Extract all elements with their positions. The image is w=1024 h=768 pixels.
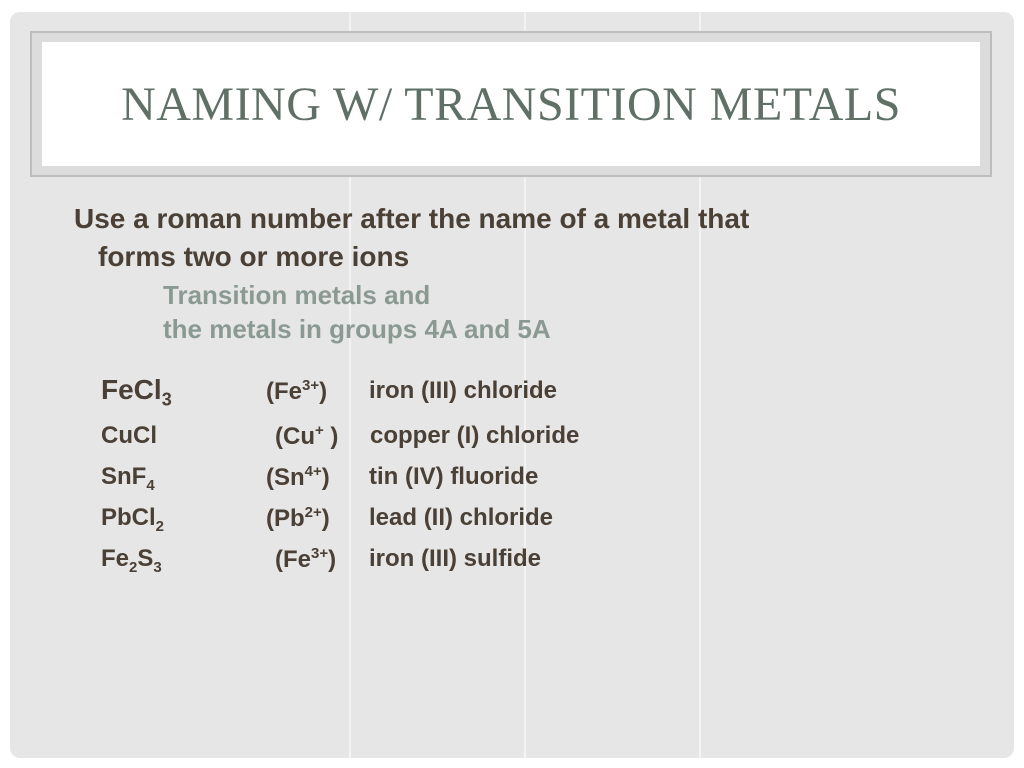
ion-charge: $(Sn^{4+})$: [266, 463, 330, 491]
ion-charge: $(Fe^{3+})$: [275, 545, 337, 573]
title-frame: [30, 31, 992, 177]
compound-name: iron (III) sulfide: [369, 545, 541, 572]
sub-note-line-1: Transition metals and: [163, 280, 431, 310]
compound-formula: SnF$_4$: [101, 463, 155, 494]
compound-name: tin (IV) fluoride: [369, 463, 539, 490]
sub-note: [163, 278, 551, 346]
sub-note-line-2: the metals in groups 4A and 5A: [163, 314, 551, 344]
compound-formula: $Fe_2S_3$: [101, 545, 162, 576]
ion-charge: (Cu+ ): [275, 422, 339, 450]
slide-title: NAMING W/ TRANSITION METALS: [121, 77, 901, 131]
title-box: [42, 42, 980, 166]
compound-formula: PbCl$_2$: [101, 504, 165, 535]
compound-formula: FeCl$_3$: [101, 374, 172, 410]
compound-name: copper (I) chloride: [370, 422, 580, 449]
compound-name: iron (III) chloride: [369, 377, 558, 404]
intro-line-1: Use a roman number after the name of a metal that: [74, 203, 750, 234]
intro-line-2: forms two or more ions: [98, 241, 410, 272]
compound-formula: CuCl: [101, 422, 157, 449]
intro-text: [74, 200, 974, 276]
ion-charge: $(Pb^{2+})$: [266, 504, 330, 532]
ion-charge: $(Fe^{3+})$: [266, 377, 328, 405]
compound-name: lead (II) chloride: [369, 504, 554, 531]
slide: [10, 12, 1014, 758]
